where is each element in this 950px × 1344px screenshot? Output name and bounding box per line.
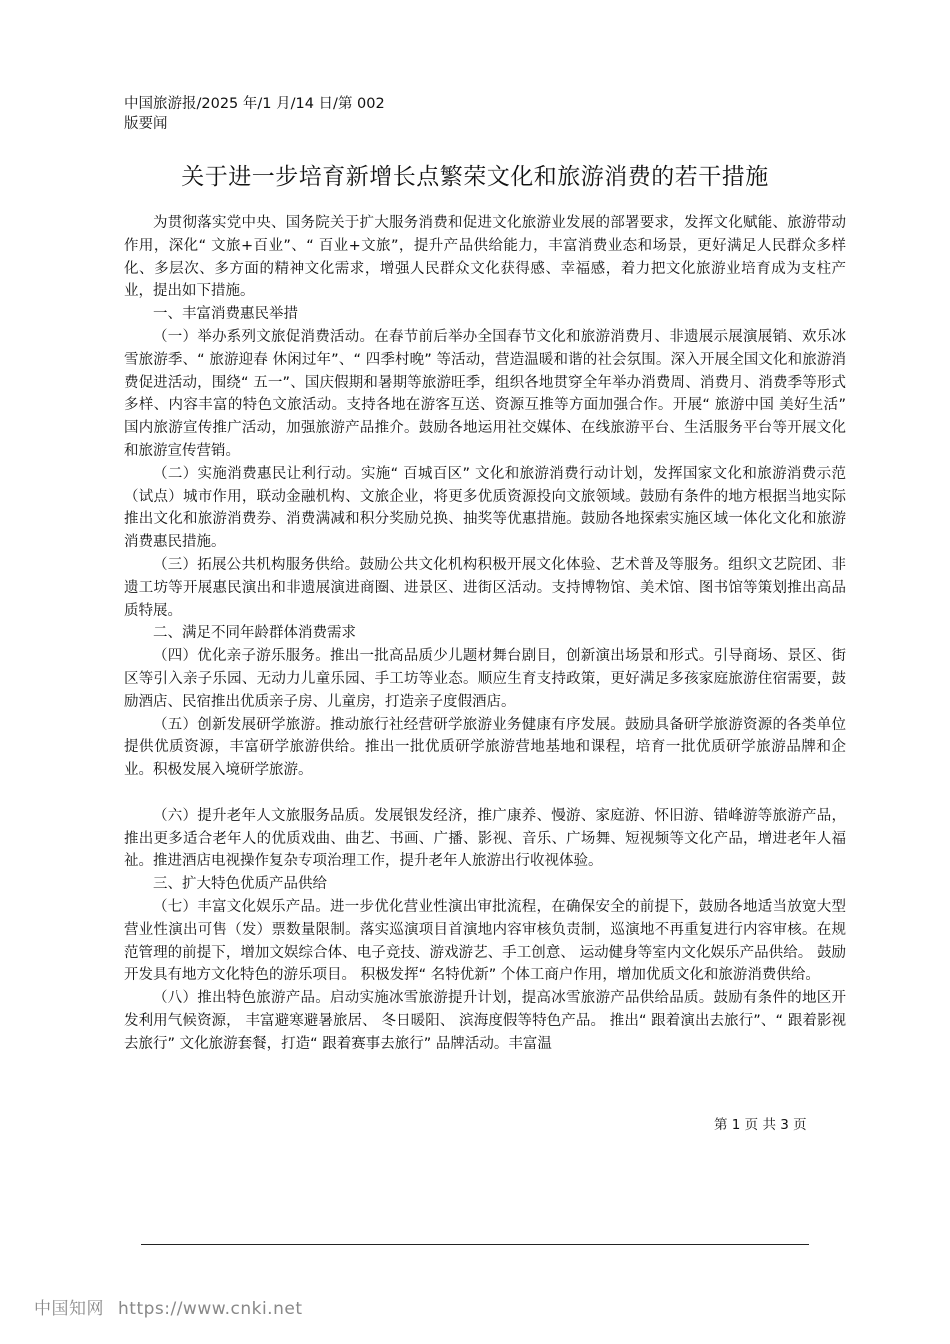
paragraph-measure-1: （一）举办系列文旅促消费活动。在春节前后举办全国春节文化和旅游消费月、非遗展示展演展销、欢乐冰雪旅游季、“ 旅游迎春 休闲过年”、“ 四季村晚” 等活动，营造温暖和谐的社会氛围。深入开展全国文化和旅游消费促进活动，围绕“ 五一”、国庆假期和暑期等旅游旺季，组织各地贯穿全年举办消费周、消费月、消费季等形式多样、内容丰富的特色文旅活动。支持各地在游客互送、资源互推等方面加强合作。开展“ 旅游中国 美好生活” 国内旅游宣传推广活动，加强旅游产品推介。鼓励各地运用社交媒体、在线旅游平台、生活服务平台等开展文化和旅游宣传营销。 xyxy=(124,328,846,459)
footer-divider xyxy=(141,1244,809,1245)
paragraph-measure-8: （八）推出特色旅游产品。启动实施冰雪旅游提升计划，提高冰雪旅游产品供给品质。鼓励有条件的地区开发利用气候资源， 丰富避寒避暑旅居、 冬日暖阳、 滨海度假等特色产品。 推出“ 跟着演出去旅行”、“ 跟着影视去旅行” 文化旅游套餐，打造“ 跟着赛事去旅行” 品牌活动。丰富温 xyxy=(124,990,846,1052)
document-title: 关于进一步培育新增长点繁荣文化和旅游消费的若干措施 xyxy=(181,164,769,190)
paragraph-measure-2: （二）实施消费惠民让利行动。实施“ 百城百区” 文化和旅游消费行动计划，发挥国家文化和旅游消费示范（试点）城市作用，联动金融机构、文旅企业，将更多优质资源投向文旅领域。鼓励有条件的地方根据当地实际推出文化和旅游消费券、消费满减和积分奖励兑换、抽奖等优惠措施。鼓励各地探索实施区域一体化文化和旅游消费惠民措施。 xyxy=(124,465,846,551)
section-heading-3: 三、扩大特色优质产品供给 xyxy=(153,876,327,893)
article-body xyxy=(124,212,846,1055)
source-line: 中国旅游报/2025 年/1 月/14 日/第 002 xyxy=(124,96,385,112)
paragraph-intro: 为贯彻落实党中央、国务院关于扩大服务消费和促进文化旅游业发展的部署要求，发挥文化赋能、旅游带动作用，深化“ 文旅+百业”、“ 百业+文旅”，提升产品供给能力，丰富消费业态和场景，更好满足人民群众多样化、多层次、多方面的精神文化需求，增强人民群众文化获得感、幸福感，着力把文化旅游业培育成为支柱产业，提出如下措施。 xyxy=(124,215,846,300)
paragraph-measure-5: （五）创新发展研学旅游。推动旅行社经营研学旅游业务健康有序发展。鼓励具备研学旅游资源的各类单位提供优质资源，丰富研学旅游供给。推出一批优质研学旅游营地基地和课程，培育一批优质研学旅游品牌和企业。积极发展入境研学旅游。 xyxy=(124,716,846,779)
paragraph-measure-7: （七）丰富文化娱乐产品。进一步优化营业性演出审批流程，在确保安全的前提下，鼓励各地适当放宽大型营业性演出可售（发）票数量限制。落实巡演项目首演地内容审核负责制，巡演地不再重复进行内容审核。在规范管理的前提下，增加文娱综合体、电子竞技、游戏游艺、手工创意、 运动健身等室内文化娱乐产品供给。 鼓励开发具有地方文化特色的游乐项目。 积极发挥“ 名特优新” 个体工商户作用，增加优质文化和旅游消费供给。 xyxy=(124,898,846,984)
blank-line xyxy=(124,782,846,805)
brand-logo-text: 中国知网 xyxy=(34,1299,104,1319)
paragraph-measure-6: （六）提升老年人文旅服务品质。发展银发经济，推广康养、慢游、家庭游、怀旧游、错峰游等旅游产品，推出更多适合老年人的优质戏曲、曲艺、书画、广播、影视、音乐、广场舞、短视频等文化产品，增进老年人福祉。推进酒店电视操作复杂专项治理工作，提升老年人旅游出行收视体验。 xyxy=(124,807,846,870)
paragraph-measure-3: （三）拓展公共机构服务供给。鼓励公共文化机构积极开展文化体验、艺术普及等服务。组织文艺院团、非遗工坊等开展惠民演出和非遗展演进商圈、进景区、进街区活动。支持博物馆、美术馆、图书馆等策划推出高品质特展。 xyxy=(124,556,846,619)
paragraph-measure-4: （四）优化亲子游乐服务。推出一批高品质少儿题材舞台剧目，创新演出场景和形式。引导商场、景区、街区等引入亲子乐园、无动力儿童乐园、手工坊等业态。顺应生育支持政策，更好满足多孩家庭旅游住宿需要，鼓励酒店、民宿推出优质亲子房、儿童房，打造亲子度假酒店。 xyxy=(124,648,846,710)
watermark-footer xyxy=(34,1294,302,1319)
section-heading-1: 一、丰富消费惠民举措 xyxy=(153,306,298,323)
document-meta xyxy=(124,94,385,134)
page-number: 第 1 页 共 3 页 xyxy=(714,1117,807,1133)
site-url: https://www.cnki.net xyxy=(118,1299,303,1319)
section-label: 版要闻 xyxy=(124,116,168,132)
section-heading-2: 二、满足不同年龄群体消费需求 xyxy=(153,625,356,642)
